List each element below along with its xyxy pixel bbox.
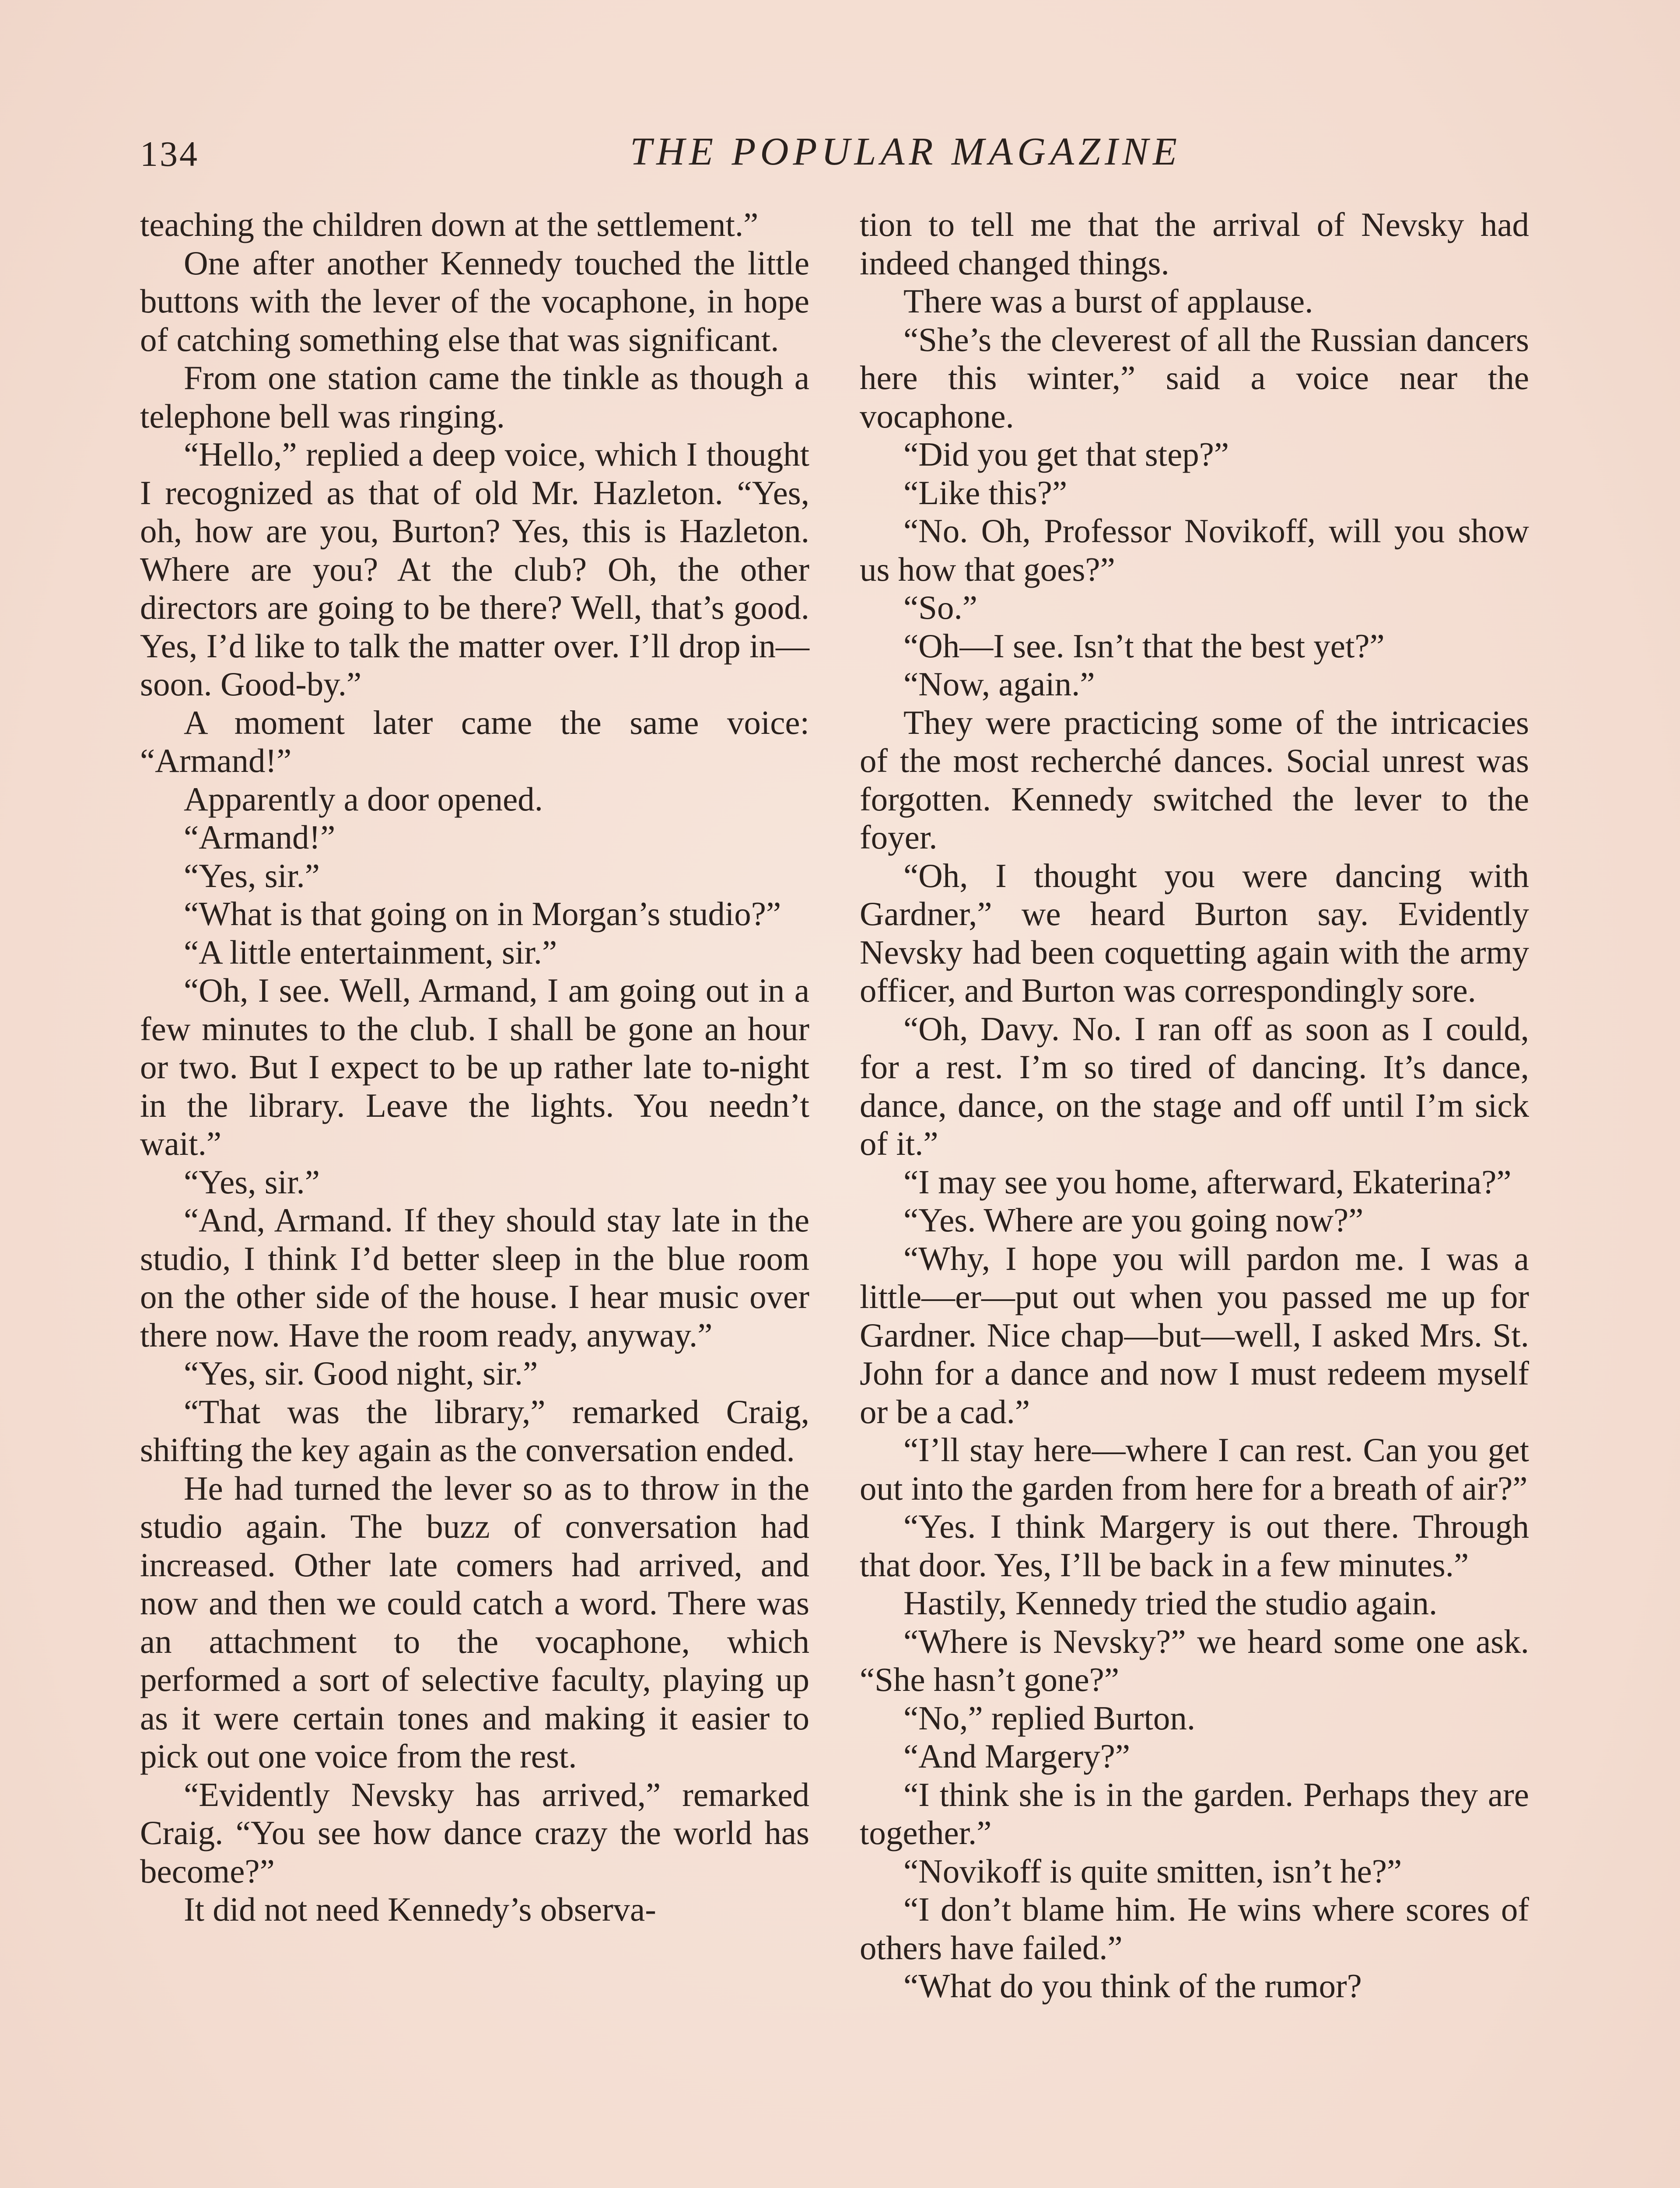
paragraph: “And Margery?”: [903, 1737, 1130, 1775]
paragraph: tion to tell me that the arrival of Nevsky had indeed changed things.: [860, 206, 1529, 282]
paragraph: Apparently a door opened.: [184, 780, 543, 818]
paragraph: “Now, again.”: [903, 665, 1095, 703]
paragraph: “A little entertainment, sir.”: [184, 933, 557, 971]
paragraph: It did not need Kennedy’s observa-: [184, 1890, 656, 1928]
paragraph: One after another Kennedy touched the little buttons with the lever of the vocaphone, in hope of catching something else that was significant.: [140, 244, 809, 358]
paragraph: Hastily, Kennedy tried the studio again.: [903, 1584, 1438, 1622]
paragraph: “No,” replied Burton.: [903, 1699, 1196, 1737]
paragraph: “Yes. I think Margery is out there. Through that door. Yes, I’ll be back in a few minutes.”: [860, 1508, 1529, 1584]
paragraph: He had turned the lever so as to throw in the studio again. The buzz of conversation had increased. Other late comers had arrived, and now and then we could catch a word. There was an attachment to the vocaphone, which performed a sort of selective faculty, playing up as it were certain tones and making it easier to pick out one voice from the rest.: [140, 1469, 809, 1775]
paragraph: “And, Armand. If they should stay late in the studio, I think I’d better sleep in the blue room on the other side of the house. I hear music over there now. Have the room ready, anyway.”: [140, 1201, 809, 1354]
paragraph: “I’ll stay here—where I can rest. Can you get out into the garden from here for a breath of air?”: [860, 1431, 1529, 1507]
paragraph: “Yes, sir.”: [184, 856, 320, 894]
magazine-title: THE POPULAR MAGAZINE: [630, 130, 1181, 173]
paragraph: “Where is Nevsky?” we heard some one ask. “She hasn’t gone?”: [860, 1622, 1529, 1698]
paragraph: There was a burst of applause.: [903, 282, 1313, 320]
paragraph: “Why, I hope you will pardon me. I was a little—er—put out when you passed me up for Gardner. Nice chap—but—well, I asked Mrs. St. John for a dance and now I must redeem myself or be a cad.”: [860, 1239, 1529, 1431]
paragraph: “I think she is in the garden. Perhaps they are together.”: [860, 1775, 1529, 1851]
paragraph: teaching the children down at the settlement.”: [140, 206, 759, 243]
paragraph: From one station came the tinkle as though a telephone bell was ringing.: [140, 359, 809, 435]
paragraph: “I don’t blame him. He wins where scores of others have failed.”: [860, 1890, 1529, 1967]
paragraph: “Oh, Davy. No. I ran off as soon as I could, for a rest. I’m so tired of dancing. It’s dance, dance, dance, on the stage and off until I’m sick of it.”: [860, 1010, 1529, 1162]
paragraph: They were practicing some of the intricacies of the most recherché dances. Social unrest was forgotten. Kennedy switched the lever to the foyer.: [860, 703, 1529, 856]
paragraph: “I may see you home, afterward, Ekaterina?”: [903, 1163, 1512, 1201]
page-number: 134: [140, 134, 199, 174]
page-header: [140, 125, 1540, 195]
paragraph: “Yes. Where are you going now?”: [903, 1201, 1364, 1239]
paragraph: “Oh—I see. Isn’t that the best yet?”: [903, 627, 1385, 665]
paragraph: “So.”: [903, 589, 977, 626]
paragraph: “Yes, sir. Good night, sir.”: [184, 1354, 538, 1392]
paragraph: “She’s the cleverest of all the Russian dancers here this winter,” said a voice near the vocaphone.: [860, 320, 1529, 435]
paragraph: “Evidently Nevsky has arrived,” remarked Craig. “You see how dance crazy the world has become?”: [140, 1775, 809, 1890]
paragraph: “No. Oh, Professor Novikoff, will you show us how that goes?”: [860, 512, 1529, 588]
left-column: [140, 206, 809, 1929]
paragraph: “That was the library,” remarked Craig, shifting the key again as the conversation ended.: [140, 1392, 809, 1469]
right-column: [860, 206, 1529, 2006]
paragraph: “Hello,” replied a deep voice, which I thought I recognized as that of old Mr. Hazleton. “Yes, oh, how are you, Burton? Yes, this is Hazleton. Where are you? At the club? Oh, the other directors are going to be there? Well, that’s good. Yes, I’d like to talk the matter over. I’ll drop in—soon. Good-by.”: [140, 435, 809, 703]
paragraph: “What do you think of the rumor?: [903, 1967, 1362, 2005]
paragraph: A moment later came the same voice: “Armand!”: [140, 703, 809, 779]
paragraph: “Armand!”: [184, 818, 336, 856]
paragraph: “Like this?”: [903, 473, 1068, 512]
paragraph: “Oh, I thought you were dancing with Gardner,” we heard Burton say. Evidently Nevsky had been coquetting again with the army officer, and Burton was correspondingly sore.: [860, 856, 1529, 1009]
paragraph: “What is that going on in Morgan’s studio?”: [184, 895, 781, 933]
paragraph: “Yes, sir.”: [184, 1163, 320, 1201]
paragraph: “Did you get that step?”: [903, 435, 1229, 473]
paragraph: “Oh, I see. Well, Armand, I am going out in a few minutes to the club. I shall be gone an hour or two. But I expect to be up rather late to-night in the library. Leave the lights. You needn’t wait.”: [140, 971, 809, 1162]
paragraph: “Novikoff is quite smitten, isn’t he?”: [903, 1852, 1402, 1890]
